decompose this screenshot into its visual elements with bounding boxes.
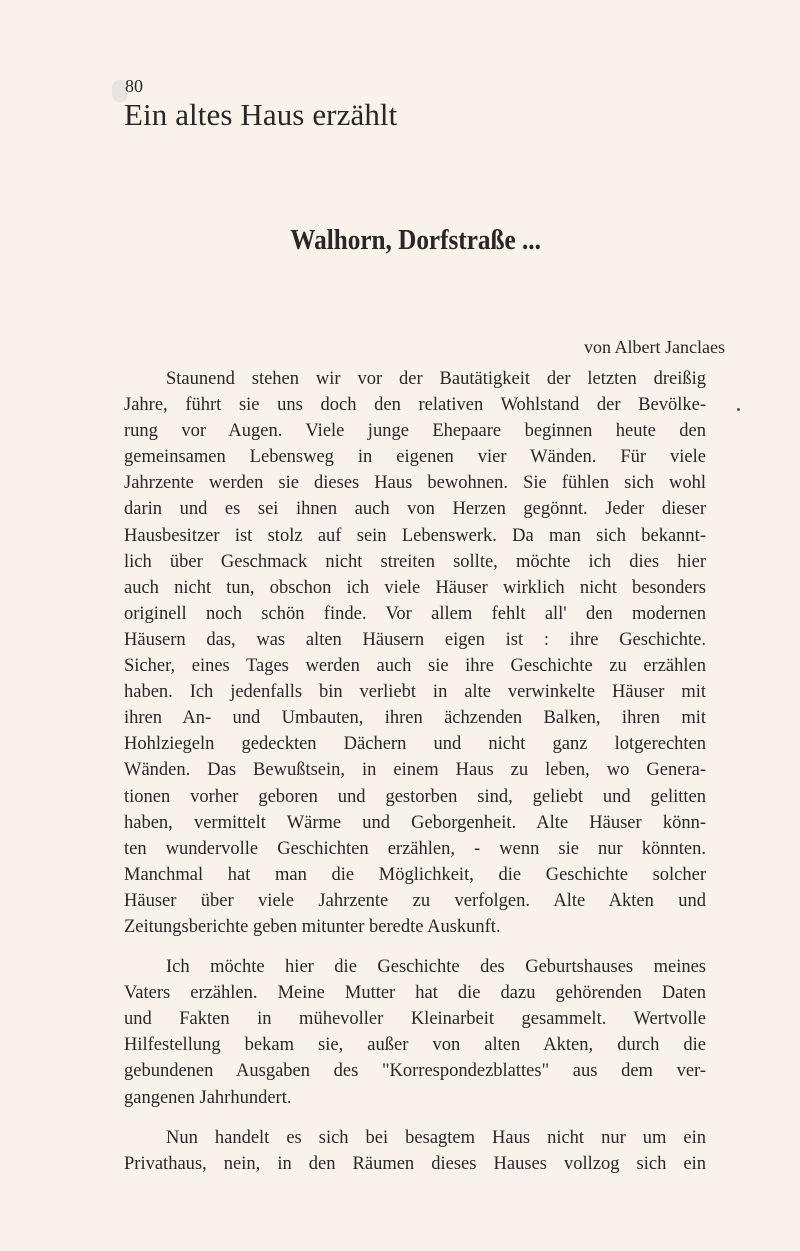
- text-line: auch nicht tun, obschon ich viele Häuser wirklich nicht besonders: [124, 577, 706, 598]
- article-body: [124, 366, 706, 1177]
- text-line: rung vor Augen. Viele junge Ehepaare beginnen heute den: [124, 421, 706, 442]
- paragraph-2: [124, 954, 706, 1111]
- text-line: Jahrzente werden sie dieses Haus bewohnen. Sie fühlen sich wohl: [124, 473, 706, 494]
- paragraph-1: [124, 366, 706, 940]
- text-line: lich über Geschmack nicht streiten sollte, möchte ich dies hier: [124, 551, 706, 572]
- series-title: Ein altes Haus erzählt: [124, 97, 398, 132]
- text-line: Privathaus, nein, in den Räumen dieses Hauses vollzog sich ein: [124, 1153, 706, 1174]
- text-line: gemeinsamen Lebensweg in eigenen vier Wänden. Für viele: [124, 447, 706, 468]
- paper-speck: [737, 408, 740, 411]
- text-line: Nun handelt es sich bei besagtem Haus nicht nur um ein: [166, 1127, 706, 1148]
- text-line: haben. Ich jedenfalls bin verliebt in alte verwinkelte Häuser mit: [124, 682, 706, 703]
- text-line: ihren An- und Umbauten, ihren ächzenden Balken, ihren mit: [124, 708, 706, 729]
- text-line: tionen vorher geboren und gestorben sind, geliebt und gelitten: [124, 786, 706, 807]
- text-line: originell noch schön finde. Vor allem fehlt all' den modernen: [124, 603, 706, 624]
- text-line: Sicher, eines Tages werden auch sie ihre Geschichte zu erzählen: [124, 656, 706, 677]
- text-line: Staunend stehen wir vor der Bautätigkeit der letzten dreißig: [166, 369, 706, 389]
- paragraph-3: [124, 1125, 706, 1177]
- paragraph-gap: [124, 940, 706, 954]
- text-line: gangenen Jahrhundert.: [124, 1087, 292, 1108]
- text-line: Hilfestellung bekam sie, außer von alten Akten, durch die: [124, 1035, 706, 1056]
- text-line: Zeitungsberichte geben mitunter beredte Auskunft.: [124, 916, 501, 937]
- text-line: Vaters erzählen. Meine Mutter hat die dazu gehörenden Daten: [124, 983, 706, 1004]
- text-line: Häusern das, was alten Häusern eigen ist : ihre Geschichte.: [124, 629, 706, 650]
- article-title: Walhorn, Dorfstraße ...: [290, 225, 541, 256]
- page-number: 80: [125, 76, 143, 96]
- paragraph-gap: [124, 1111, 706, 1125]
- text-line: Häuser über viele Jahrzente zu verfolgen. Alte Akten und: [124, 890, 706, 911]
- text-line: darin und es sei ihnen auch von Herzen gegönnt. Jeder dieser: [124, 499, 706, 520]
- text-line: Wänden. Das Bewußtsein, in einem Haus zu leben, wo Genera-: [124, 760, 706, 781]
- text-line: Manchmal hat man die Möglichkeit, die Geschichte solcher: [124, 864, 706, 885]
- text-line: und Fakten in mühevoller Kleinarbeit gesammelt. Wertvolle: [124, 1009, 706, 1030]
- text-line: gebundenen Ausgaben des "Korrespondezblattes" aus dem ver-: [124, 1061, 706, 1082]
- author-byline: von Albert Janclaes: [584, 337, 725, 357]
- text-line: Hohlziegeln gedeckten Dächern und nicht ganz lotgerechten: [124, 734, 706, 755]
- text-line: haben, vermittelt Wärme und Geborgenheit. Alte Häuser könn-: [124, 812, 706, 833]
- text-line: ten wundervolle Geschichten erzählen, - wenn sie nur könnten.: [124, 838, 706, 859]
- text-line: Jahre, führt sie uns doch den relativen Wohlstand der Bevölke-: [124, 395, 706, 416]
- text-line: Hausbesitzer ist stolz auf sein Lebenswerk. Da man sich bekannt-: [124, 525, 706, 546]
- text-line: Ich möchte hier die Geschichte des Geburtshauses meines: [166, 957, 706, 978]
